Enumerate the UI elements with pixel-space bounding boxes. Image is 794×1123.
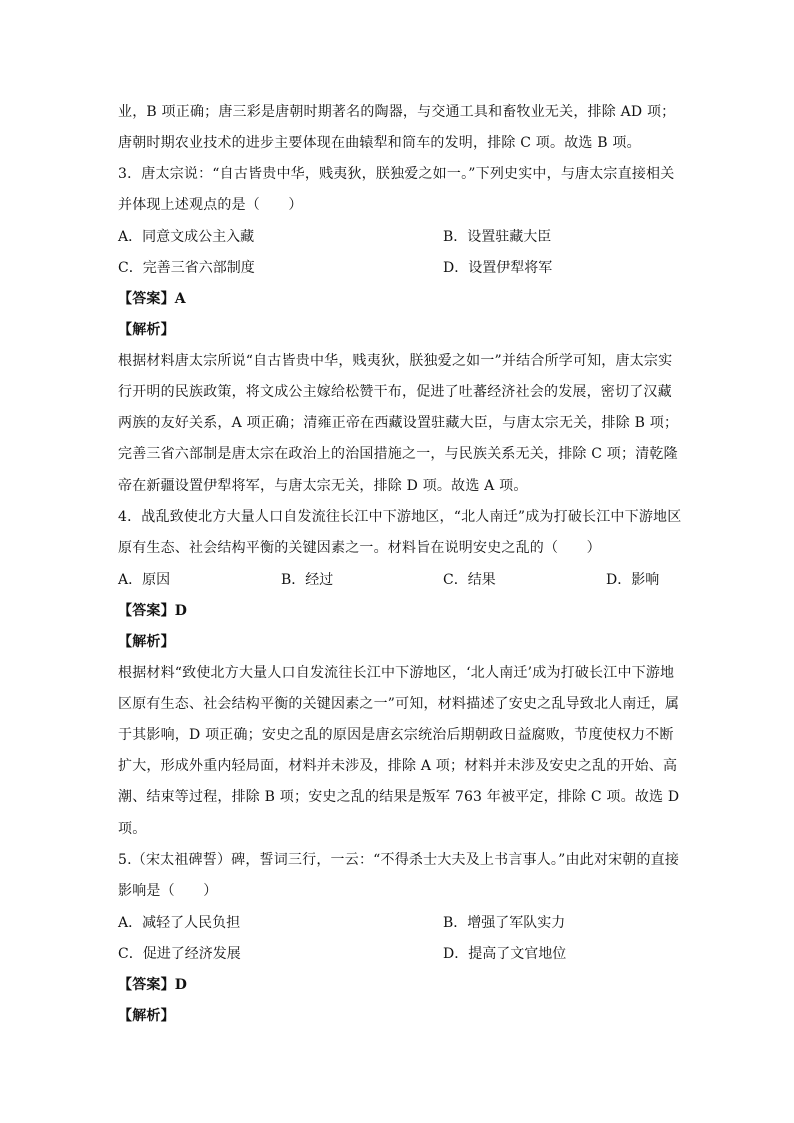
q4-analysis-label: 【解析】 bbox=[118, 634, 175, 650]
q5-answer: 【答案】D bbox=[118, 977, 188, 993]
intro-line-1: 业，B 项正确；唐三彩是唐朝时期著名的陶器，与交通工具和畜牧业无关，排除 AD 项； bbox=[118, 104, 676, 120]
q3-answer: 【答案】A bbox=[118, 291, 186, 307]
q3-analysis-line-5: 帝在新疆设置伊犁将军，与唐太宗无关，排除 D 项。故选 A 项。 bbox=[118, 478, 528, 494]
q4-analysis-line-2: 区原有生态、社会结构平衡的关键因素之一”可知，材料描述了安史之乱导致北人南迁，属 bbox=[118, 696, 680, 712]
q4-option-b: B．经过 bbox=[281, 572, 334, 588]
q5-option-b: B．增强了军队实力 bbox=[443, 915, 566, 931]
q3-analysis-line-2: 行开明的民族政策，将文成公主嫁给松赞干布，促进了吐蕃经济社会的发展，密切了汉藏 bbox=[118, 384, 672, 400]
q3-stem-line-2: 并体现上述观点的是（ ） bbox=[118, 197, 303, 213]
q4-stem-line-2: 原有生态、社会结构平衡的关键因素之一。材料旨在说明安史之乱的（ ） bbox=[118, 540, 601, 556]
q5-stem-line-2: 影响是（ ） bbox=[118, 883, 218, 899]
q3-option-d: D．设置伊犁将军 bbox=[443, 260, 553, 276]
q5-option-c: C．促进了经济发展 bbox=[118, 946, 241, 962]
q3-stem-line-1: 3．唐太宗说：“自古皆贵中华，贱夷狄，朕独爱之如一。”下列史实中，与唐太宗直接相关 bbox=[118, 166, 675, 182]
q3-option-c: C．完善三省六部制度 bbox=[118, 260, 255, 276]
q5-option-d: D．提高了文官地位 bbox=[443, 946, 567, 962]
q5-stem-line-1: 5.（宋太祖碑誓）碑，誓词三行，一云：“不得杀士大夫及上书言事人。”由此对宋朝的直接 bbox=[118, 852, 680, 868]
q4-analysis-line-3: 于其影响，D 项正确；安史之乱的原因是唐玄宗统治后期朝政日益腐败，节度使权力不断 bbox=[118, 727, 674, 743]
q3-analysis-line-4: 完善三省六部制是唐太宗在政治上的治国措施之一，与民族关系无关，排除 C 项；清乾隆 bbox=[118, 446, 678, 462]
q4-option-d: D．影响 bbox=[606, 572, 660, 588]
q3-analysis-line-3: 两族的友好关系，A 项正确；清雍正帝在西藏设置驻藏大臣，与唐太宗无关，排除 B 项； bbox=[118, 415, 679, 431]
q4-option-c: C．结果 bbox=[443, 572, 496, 588]
q3-analysis-line-1: 根据材料唐太宗所说“自古皆贵中华，贱夷狄，朕独爱之如一”并结合所学可知，唐太宗实 bbox=[118, 353, 673, 369]
q4-stem-line-1: 4．战乱致使北方大量人口自发流往长江中下游地区，“北人南迁”成为打破长江中下游地区 bbox=[118, 509, 682, 525]
q3-option-a: A．同意文成公主入藏 bbox=[118, 229, 255, 245]
q4-analysis-line-6: 项。 bbox=[118, 821, 147, 837]
q4-analysis-line-1: 根据材料“致使北方大量人口自发流往长江中下游地区，‘北人南迁’成为打破长江中下游地 bbox=[118, 665, 675, 681]
q4-analysis-line-4: 扩大，形成外重内轻局面，材料并未涉及，排除 A 项；材料并未涉及安史之乱的开始、高 bbox=[118, 758, 678, 774]
q4-answer: 【答案】D bbox=[118, 603, 188, 619]
q5-analysis-label: 【解析】 bbox=[118, 1008, 175, 1024]
q3-option-b: B．设置驻藏大臣 bbox=[443, 229, 552, 245]
q4-analysis-line-5: 潮、结束等过程，排除 B 项；安史之乱的结果是叛军 763 年被平定，排除 C 项。故选 D bbox=[118, 789, 680, 805]
q4-option-a: A．原因 bbox=[118, 572, 171, 588]
intro-line-2: 唐朝时期农业技术的进步主要体现在曲辕犁和筒车的发明，排除 C 项。故选 B 项。 bbox=[118, 135, 641, 151]
q5-option-a: A．减轻了人民负担 bbox=[118, 915, 241, 931]
q3-analysis-label: 【解析】 bbox=[118, 322, 175, 338]
